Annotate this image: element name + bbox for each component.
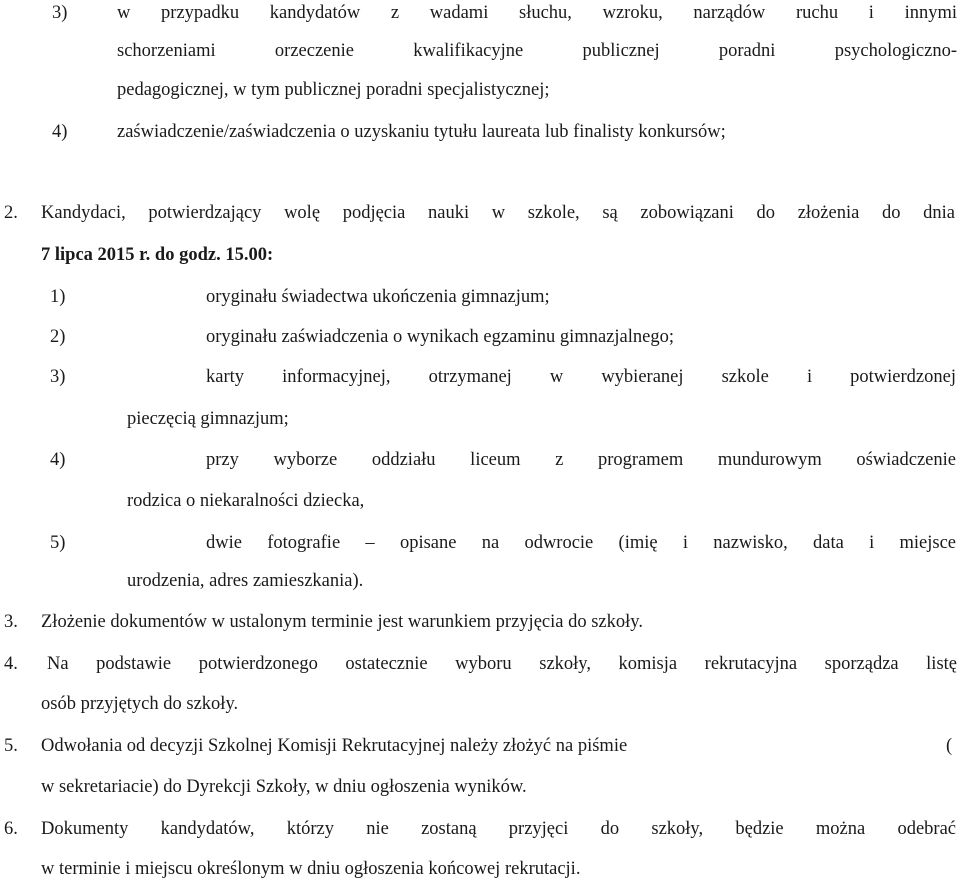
list-number: 4) <box>52 122 68 142</box>
list-number: 4) <box>50 450 66 470</box>
list-item-line: karty informacyjnej, otrzymanej w wybieranej szkole i potwierdzonej <box>206 367 956 387</box>
list-item-line: dwie fotografie – opisane na odwrocie (imię i nazwisko, data i miejsce <box>206 533 956 553</box>
paragraph-line: Odwołania od decyzji Szkolnej Komisji Rekrutacyjnej należy złożyć na piśmie <box>41 736 628 756</box>
paragraph-line: Złożenie dokumentów w ustalonym terminie jest warunkiem przyjęcia do szkoły. <box>41 612 643 632</box>
point-number: 6. <box>4 819 18 839</box>
list-item-line: przy wyborze oddziału liceum z programem mundurowym oświadczenie <box>206 450 956 470</box>
point-number: 3. <box>4 612 18 632</box>
paragraph-line: Na podstawie potwierdzonego ostatecznie wyboru szkoły, komisja rekrutacyjna sporządza listę <box>47 654 957 674</box>
paragraph-line: ( <box>946 736 953 756</box>
paragraph-line: Kandydaci, potwierdzający wolę podjęcia nauki w szkole, są zobowiązani do złożenia do dnia <box>41 203 955 223</box>
paragraph-line: osób przyjętych do szkoły. <box>41 694 239 714</box>
list-item-line: oryginału świadectwa ukończenia gimnazjum; <box>206 287 550 307</box>
list-number: 3) <box>50 367 66 387</box>
list-number: 3) <box>52 3 68 23</box>
paragraph-line: w sekretariacie) do Dyrekcji Szkoły, w dniu ogłoszenia wyników. <box>41 777 527 797</box>
point-number: 4. <box>4 654 18 674</box>
point-number: 2. <box>4 203 18 223</box>
paragraph-line: w terminie i miejscu określonym w dniu ogłoszenia końcowej rekrutacji. <box>41 859 581 879</box>
list-item-line: oryginału zaświadczenia o wynikach egzaminu gimnazjalnego; <box>206 327 674 347</box>
list-number: 2) <box>50 327 66 347</box>
deadline-text: 7 lipca 2015 r. do godz. 15.00: <box>41 245 274 265</box>
paragraph-line: pedagogicznej, w tym publicznej poradni specjalistycznej; <box>117 80 550 100</box>
paragraph-line: Dokumenty kandydatów, którzy nie zostaną przyjęci do szkoły, będzie można odebrać <box>41 819 956 839</box>
paragraph-line: w przypadku kandydatów z wadami słuchu, wzroku, narządów ruchu i innymi <box>117 3 957 23</box>
list-item-line: urodzenia, adres zamieszkania). <box>127 571 364 591</box>
list-item-line: pieczęcią gimnazjum; <box>127 409 289 429</box>
list-number: 5) <box>50 533 66 553</box>
list-number: 1) <box>50 287 66 307</box>
paragraph-line: zaświadczenie/zaświadczenia o uzyskaniu tytułu laureata lub finalisty konkursów; <box>117 122 726 142</box>
list-item-line: rodzica o niekaralności dziecka, <box>127 491 365 511</box>
paragraph-line: schorzeniami orzeczenie kwalifikacyjne publicznej poradni psychologiczno- <box>117 41 957 61</box>
point-number: 5. <box>4 736 18 756</box>
